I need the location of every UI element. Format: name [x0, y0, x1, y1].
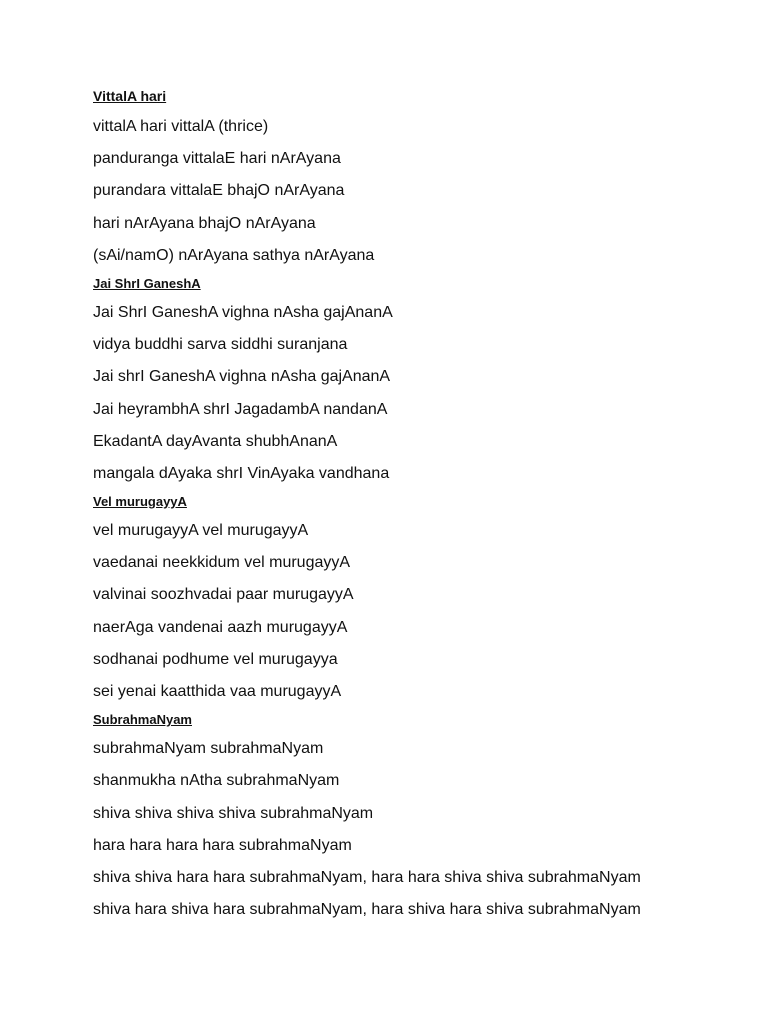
section-heading: Jai ShrI GaneshA [93, 275, 201, 291]
lyric-line: sodhanai podhume vel murugayya [93, 650, 338, 668]
lyric-line: panduranga vittalaE hari nArAyana [93, 150, 341, 168]
lyric-line: vel murugayyA vel murugayyA [93, 522, 309, 540]
lyric-line: shiva shiva shiva shiva subrahmaNyam [93, 804, 374, 822]
lyric-line: Jai shrI GaneshA vighna nAsha gajAnanA [93, 368, 391, 386]
lyric-line: Jai heyrambhA shrI JagadambA nandanA [93, 400, 388, 418]
lyric-line: naerAga vandenai aazh murugayyA [93, 618, 348, 636]
lyric-line: vidya buddhi sarva siddhi suranjana [93, 336, 348, 354]
section-vel-murugayya [93, 492, 753, 708]
section-heading: SubrahmaNyam [93, 712, 192, 728]
lyric-line: hari nArAyana bhajO nArAyana [93, 214, 316, 232]
section-heading: Vel murugayyA [93, 494, 187, 510]
lyric-line: hara hara hara hara subrahmaNyam [93, 836, 352, 854]
lyric-line: vaedanai neekkidum vel murugayyA [93, 554, 351, 572]
lyric-line: sei yenai kaatthida vaa murugayyA [93, 683, 342, 700]
lyric-line: mangala dAyaka shrI VinAyaka vandhana [93, 464, 390, 482]
lyric-line: EkadantA dayAvanta shubhAnanA [93, 432, 338, 450]
lyric-line: valvinai soozhvadai paar murugayyA [93, 586, 354, 604]
section-heading: VittalA hari [93, 88, 167, 104]
section-jai-shri-ganesha [93, 274, 753, 490]
document-page [93, 86, 753, 926]
lyric-line: purandara vittalaE bhajO nArAyana [93, 182, 345, 200]
lyric-line: vittalA hari vittalA (thrice) [93, 118, 269, 135]
lyric-line: subrahmaNyam subrahmaNyam [93, 740, 324, 758]
section-vittala-hari [93, 86, 753, 272]
lyric-line: shanmukha nAtha subrahmaNyam [93, 772, 340, 790]
lyric-line: shiva hara shiva hara subrahmaNyam, hara shiva hara shiva subrahmaNyam [93, 901, 641, 919]
section-subrahmanyam [93, 710, 753, 926]
lyric-line: shiva shiva hara hara subrahmaNyam, hara hara shiva shiva subrahmaNyam [93, 868, 641, 886]
lyric-line: (sAi/namO) nArAyana sathya nArAyana [93, 246, 375, 264]
lyric-line: Jai ShrI GaneshA vighna nAsha gajAnanA [93, 303, 393, 321]
